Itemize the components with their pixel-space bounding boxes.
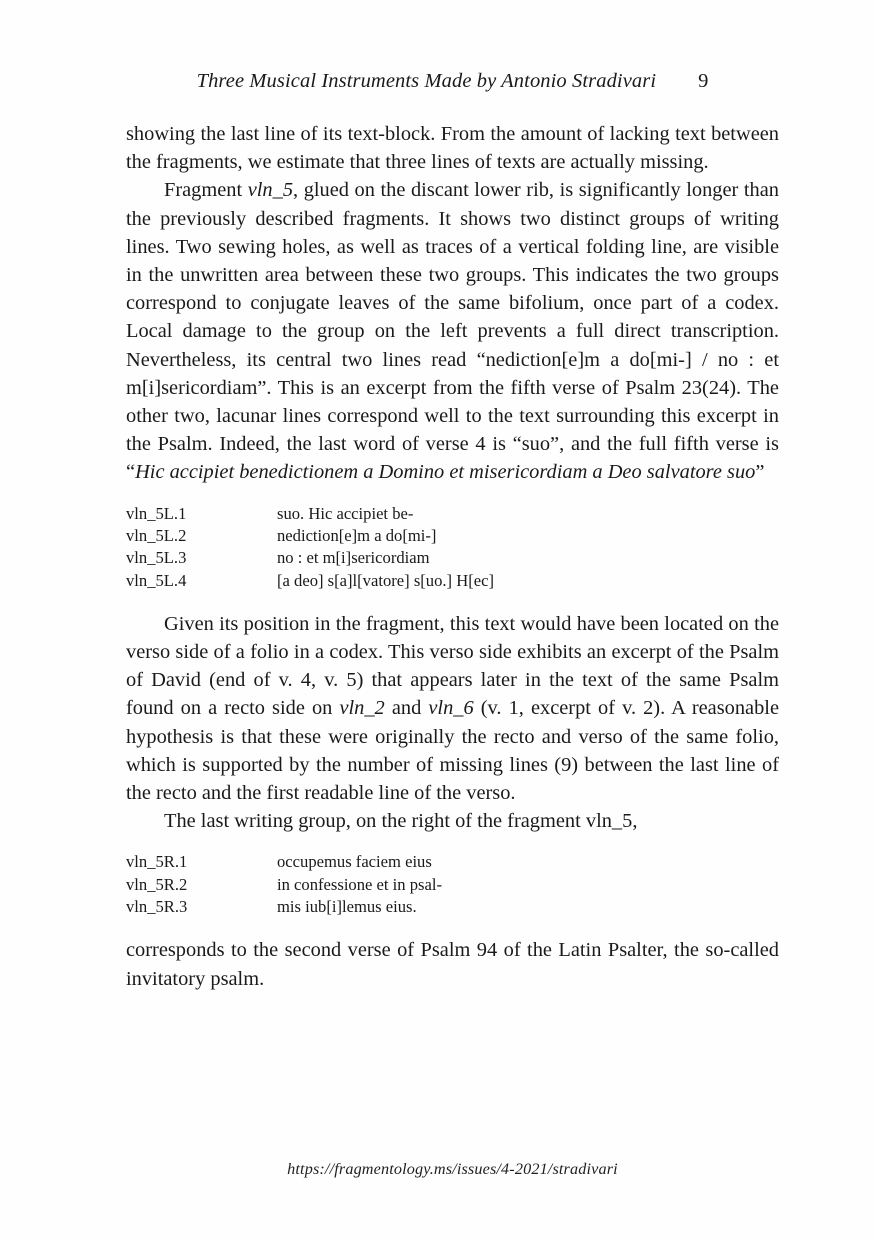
paragraph-3-text-a: Given its position in the fragment, this text would have been located on the verso side of a folio in a codex. This verso side exhibits an excerpt of the Psalm of David (end of v. 4, v. 5) that appears later in the text of the same Psalm found on a recto side on [126,612,779,720]
transcription-line-text: no : et m[i]sericordiam [277,548,430,568]
paragraph-5-text: corresponds to the second verse of Psalm 94 of the Latin Psalter, the so-called invitatory psalm. [126,939,779,990]
transcription-line-text: suo. Hic accipiet be- [277,503,414,523]
transcription-line-text: occupemus faciem eius [277,852,432,872]
paragraph-3 [126,610,779,807]
table-row [126,503,779,525]
transcription-line-text: mis iub[i]lemus eius. [277,897,417,917]
paragraph-2-text-c: ” [755,461,765,484]
paragraph-5 [126,936,779,992]
transcription-line-label: vln_5L.3 [126,548,187,568]
table-row [126,851,779,873]
fragment-label-vln6: vln_6 [428,697,474,720]
transcription-line-label: vln_5L.2 [126,525,187,545]
fragment-label-vln5: vln_5 [247,179,294,202]
fragment-label-vln2: vln_2 [339,697,385,720]
page-footer [126,1160,779,1179]
transcription-line-text: [a deo] s[a]l[vatore] s[uo.] H[ec] [277,570,494,590]
transcription-line-text: in confessione et in psal- [277,874,442,894]
table-row [126,547,779,569]
transcription-line-text: nediction[e]m a do[mi-] [277,525,437,545]
latin-quotation: Hic accipiet benedictionem a Domino et misericordiam a Deo salvatore suo [135,461,756,484]
table-row [126,874,779,896]
paragraph-4-text: The last writing group, on the right of the fragment vln_5, [164,810,638,833]
paragraph-1 [126,120,779,176]
paragraph-3-text-b: and [384,697,429,720]
running-head [126,70,779,98]
table-row [126,570,779,592]
text-block [126,120,779,993]
transcription-table-right [126,851,779,918]
transcription-line-label: vln_5R.3 [126,897,188,917]
spacer-after-transcription-left [126,592,779,610]
table-row [126,896,779,918]
spacer-before-transcription-left [126,487,779,503]
page-number: 9 [698,70,709,92]
transcription-line-label: vln_5R.1 [126,852,188,872]
spacer-before-transcription-right [126,835,779,851]
transcription-table-left [126,503,779,592]
transcription-line-label: vln_5R.2 [126,874,188,894]
paragraph-4 [126,807,779,835]
paragraph-2 [126,176,779,486]
paragraph-2-text-a: Fragment [164,179,248,202]
paragraph-2-text-b: , glued on the discant lower rib, is significantly longer than the previously described fragments. It shows two distinct groups of writing lines. Two sewing holes, as well as traces of a vertical folding line, are visible in the unwritten area between these two groups. This indicates the two groups correspond to conjugate leaves of the same bifolium, once part of a codex. Local damage to the group on the left prevents a full direct transcription. Nevertheless, its central two lines read “nediction[e]m a do[mi-] / no : et m[i]sericordiam”. This is an excerpt from the fifth verse of Psalm 23(24). The other two, lacunar lines correspond well to the text surrounding this excerpt in the Psalm. Indeed, the last word of verse 4 is “suo”, and the full fifth verse is “ [126,179,780,484]
running-head-title: Three Musical Instruments Made by Antonio Stradivari [196,70,657,92]
transcription-line-label: vln_5L.4 [126,570,187,590]
paragraph-1-text: showing the last line of its text-block. From the amount of lacking text between the fragments, we estimate that three lines of texts are actually missing. [126,123,779,174]
transcription-line-label: vln_5L.1 [126,503,187,523]
paragraph-3-text-c: (v. 1, excerpt of v. 2). A reasonable hypothesis is that these were originally the recto and verso of the same folio, which is supported by the number of missing lines (9) between the last line of the recto and the first readable line of the verso. [126,697,779,805]
footer-url[interactable]: https://fragmentology.ms/issues/4-2021/stradivari [287,1160,618,1178]
spacer-after-transcription-right [126,918,779,936]
table-row [126,525,779,547]
